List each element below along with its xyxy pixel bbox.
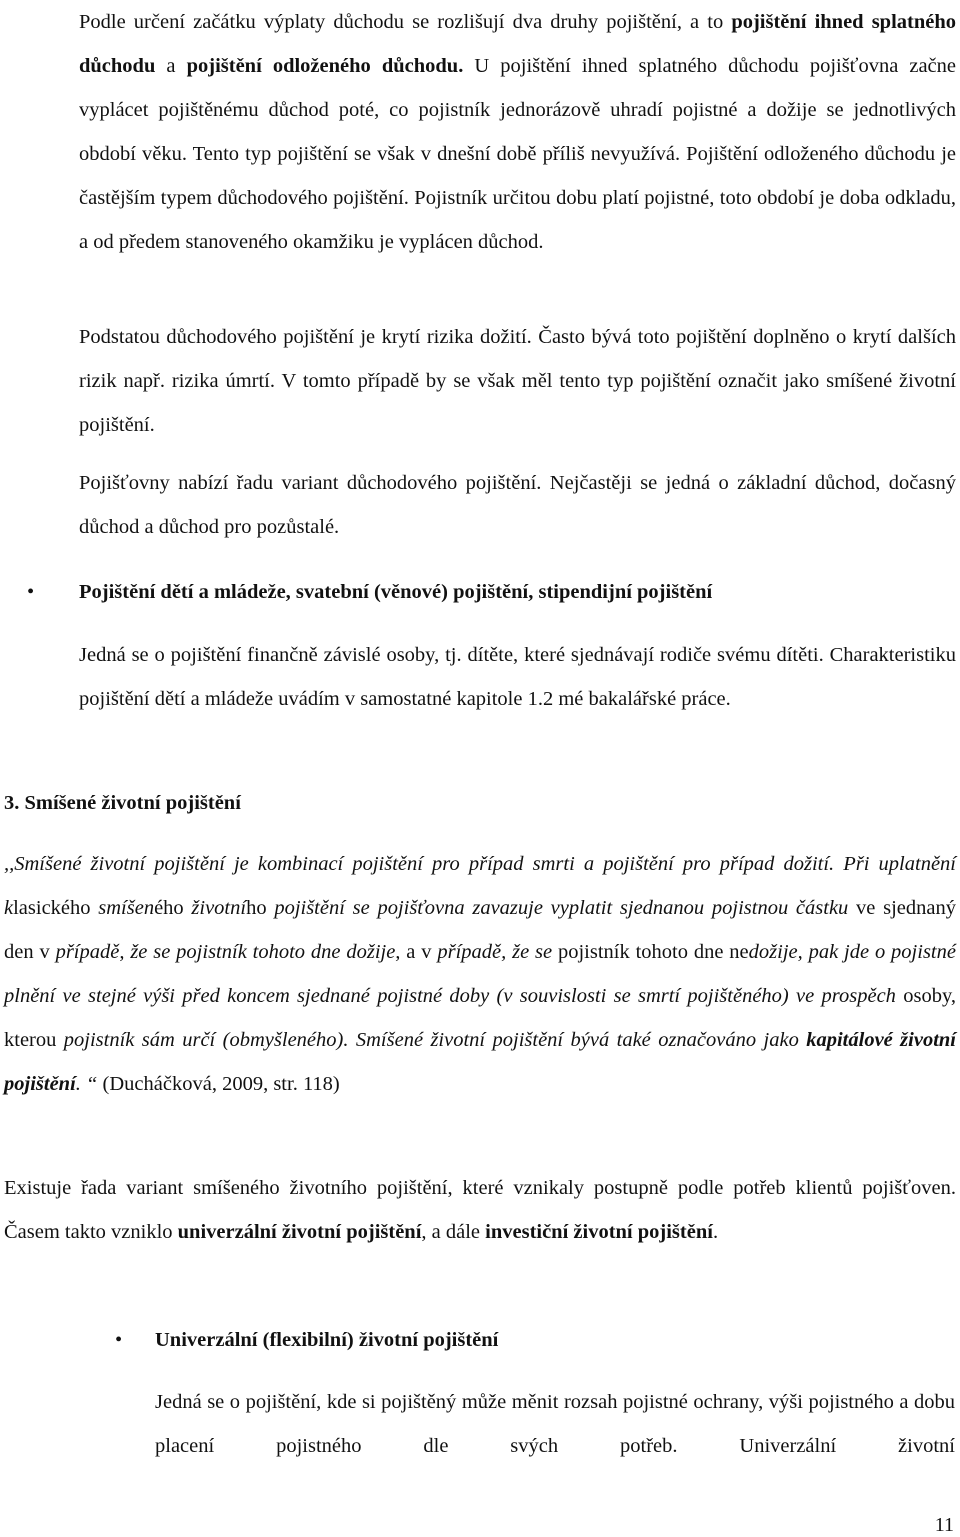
bullet-children-insurance bbox=[27, 577, 956, 607]
section-heading: 3. Smíšené životní pojištění bbox=[4, 792, 241, 814]
paragraph-children-insurance: Jedná se o pojištění finančně závislé osoby, tj. dítěte, které sjednávají rodiče svému dítěti. Charakteristiku pojištění dětí a mládeže uvádím v samostatné kapitole 1.2 mé bakalářské práce. bbox=[79, 644, 956, 710]
citation: (Ducháčková, 2009, str. 118) bbox=[97, 1073, 340, 1095]
bullet-label: Pojištění dětí a mládeže, svatební (věnové) pojištění, stipendijní pojištění bbox=[79, 581, 713, 603]
bullet-universal-life bbox=[115, 1325, 955, 1355]
paragraph-universal-life: Jedná se o pojištění, kde si pojištěný může měnit rozsah pojistné ochrany, výši pojistného a dobu placení pojistného dle svých potřeb. Univerzální životní bbox=[155, 1391, 955, 1457]
paragraph-mixed-variants: Existuje řada variant smíšeného životního pojištění, které vznikaly postupně podle potřeb klientů pojišťoven. Časem takto vzniklo univerzální životní pojištění, a dále investiční životní pojištění. bbox=[4, 1177, 956, 1243]
quote-paragraph: ,,Smíšené životní pojištění je kombinací pojištění pro případ smrti a pojištění pro případ dožití. Při uplatnění klasického smíšeného životního pojištění se pojišťovna zavazuje vyplatit sjednanou pojistnou částku ve sjednaný den v případě, že se pojistník tohoto dne dožije, a v případě, že se pojistník tohoto dne nedožije, pak jde o pojistné plnění ve stejné výši před koncem sjednané pojistné doby (v souvislosti se smrtí pojištěného) ve prospěch osoby, kterou pojistník sám určí (obmyšleného). Smíšené životní pojištění bývá také označováno jako kapitálové životní pojištění. “ (Ducháčková, 2009, str. 118) bbox=[4, 853, 956, 1095]
term-universal-life: univerzální životní pojištění bbox=[177, 1221, 422, 1243]
bullet-dot: • bbox=[27, 581, 35, 603]
term-immediate-annuity: pojištění ihned splatného důchodu bbox=[79, 11, 956, 77]
term-investment-life: investiční životní pojištění bbox=[485, 1221, 713, 1243]
term-deferred-annuity: pojištění odloženého důchodu. bbox=[186, 55, 464, 77]
paragraph-retirement-types: Podle určení začátku výplaty důchodu se rozlišují dva druhy pojištění, a to pojištění ihned splatného důchodu a pojištění odloženého důchodu. U pojištění ihned splatného důchodu pojišťovna začne vyplácet pojištěnému důchod poté, co pojistník jednorázově uhradí pojistné a dožije se jednotlivých období věku. Tento typ pojištění se však v dnešní době příliš nevyužívá. Pojištění odloženého důchodu je častějším typem důchodového pojištění. Pojistník určitou dobu platí pojistné, toto období je doba odkladu, a od předem stanoveného okamžiku je vyplácen důchod. bbox=[79, 11, 957, 253]
paragraph-essence: Podstatou důchodového pojištění je krytí rizika dožití. Často bývá toto pojištění doplněno o krytí dalších rizik např. rizika úmrtí. V tomto případě by se však měl tento typ pojištění označit jako smíšené životní pojištění. bbox=[79, 326, 956, 436]
bullet-label: Univerzální (flexibilní) životní pojištění bbox=[155, 1329, 499, 1351]
term-capital-life-insurance: kapitálové životní pojištění bbox=[4, 1029, 956, 1095]
paragraph-variants: Pojišťovny nabízí řadu variant důchodového pojištění. Nejčastěji se jedná o základní důchod, dočasný důchod a důchod pro pozůstalé. bbox=[79, 472, 956, 538]
bullet-dot: • bbox=[115, 1329, 123, 1351]
page-number: 11 bbox=[934, 1514, 954, 1536]
